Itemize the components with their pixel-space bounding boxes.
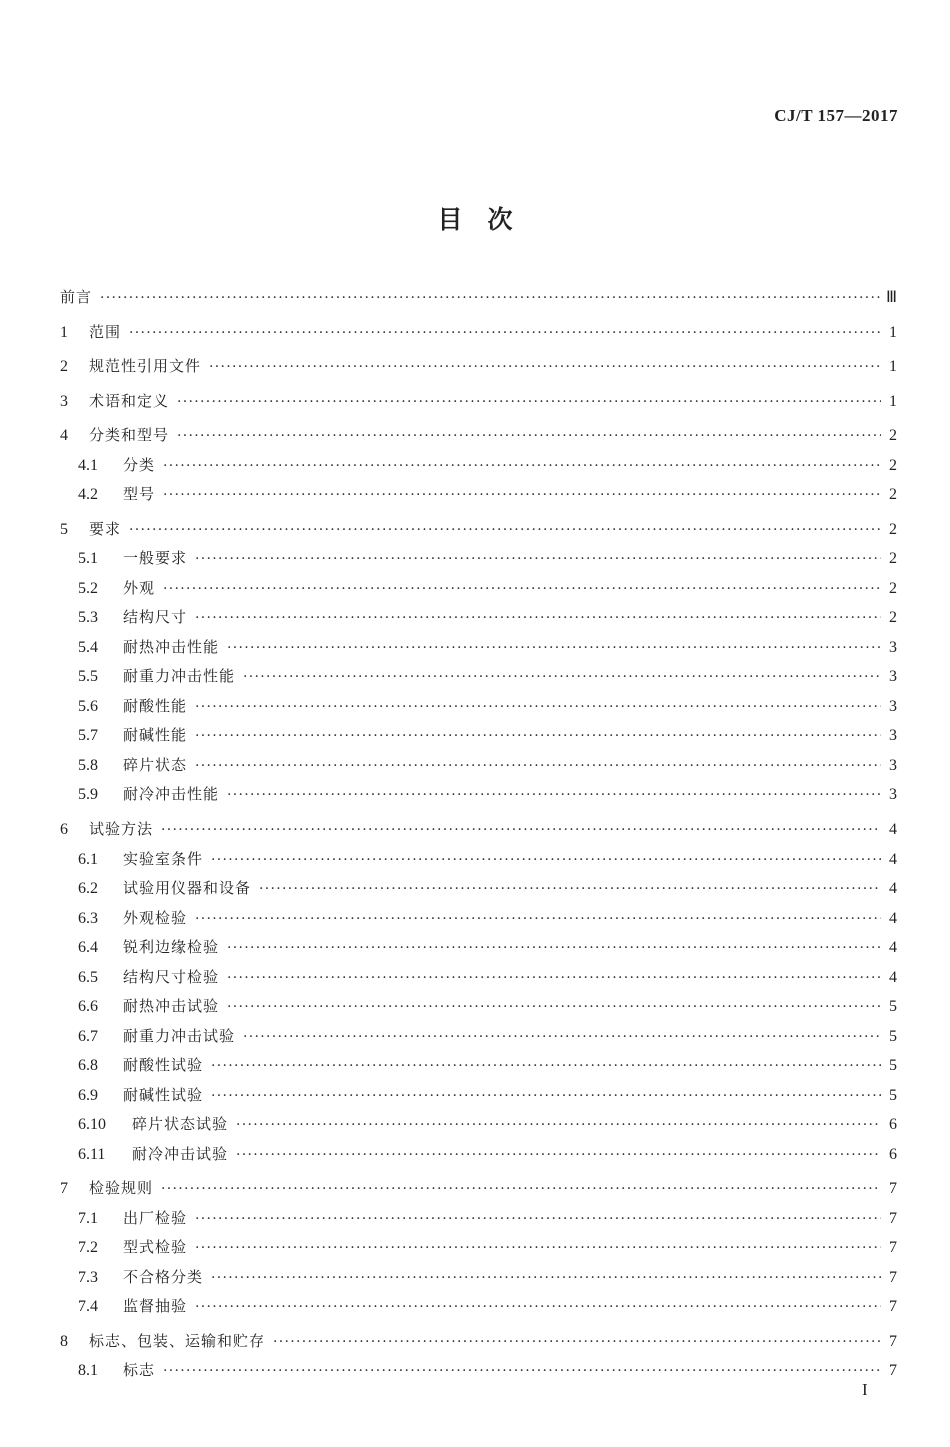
toc-entry-number: 6.1 [78, 850, 98, 868]
toc-entry-number: 6 [60, 821, 68, 839]
toc-leader-dots [243, 667, 881, 687]
toc-entry-number: 5.6 [78, 697, 98, 715]
toc-entry-label: 要求 [89, 519, 122, 538]
toc-entry-label: 外观 [123, 578, 156, 597]
toc-entry-label: 实验室条件 [123, 849, 204, 868]
toc-entry-label: 范围 [89, 322, 122, 341]
toc-entry[interactable] [60, 425, 897, 446]
toc-entry[interactable] [60, 548, 897, 569]
toc-leader-dots [236, 1145, 881, 1165]
toc-entry-number: 5.8 [78, 756, 98, 774]
toc-leader-dots [209, 357, 881, 377]
toc-leader-dots [100, 288, 880, 308]
toc-leader-dots [236, 1115, 881, 1135]
toc-entry-label: 耐酸性试验 [123, 1056, 204, 1075]
toc-entry-page: 5 [889, 1086, 897, 1104]
toc-entry-label: 监督抽验 [123, 1297, 188, 1316]
toc-entry-page: 3 [889, 668, 897, 686]
toc-entry[interactable] [60, 356, 897, 377]
toc-entry-page: 2 [889, 609, 897, 627]
toc-entry[interactable] [60, 696, 897, 717]
toc-entry[interactable] [60, 996, 897, 1017]
toc-entry-number: 5.7 [78, 727, 98, 745]
toc-entry-number: 6.5 [78, 968, 98, 986]
toc-leader-dots [177, 426, 881, 446]
toc-entry-number: 6.9 [78, 1086, 98, 1104]
toc-entry-number: 2 [60, 358, 68, 376]
toc-entry-number: 6.8 [78, 1057, 98, 1075]
toc-entry-label: 标志、包装、运输和贮存 [89, 1331, 266, 1350]
toc-leader-dots [195, 756, 881, 776]
toc-leader-dots [227, 938, 881, 958]
toc-entry-page: 6 [889, 1116, 897, 1134]
toc-entry-number: 5.4 [78, 638, 98, 656]
toc-entry[interactable] [60, 1144, 897, 1165]
toc-entry-number: 7 [60, 1180, 68, 1198]
toc-leader-dots [195, 549, 881, 569]
toc-leader-dots [195, 1238, 881, 1258]
toc-entry[interactable] [60, 849, 897, 870]
toc-entry-label: 分类 [123, 455, 156, 474]
page-number: I [862, 1380, 868, 1399]
toc-entry-page: 2 [889, 427, 897, 445]
toc-entry-number: 7.4 [78, 1298, 98, 1316]
toc-entry-number: 5.5 [78, 668, 98, 686]
toc-entry-number: 8 [60, 1332, 68, 1350]
table-of-contents [60, 287, 897, 1381]
toc-entry-page: 4 [889, 939, 897, 957]
toc-entry-number: 5.3 [78, 609, 98, 627]
toc-entry-page: 7 [889, 1362, 897, 1380]
toc-entry[interactable] [60, 755, 897, 776]
toc-leader-dots [195, 697, 881, 717]
toc-entry-page: 5 [889, 1027, 897, 1045]
toc-entry-label: 分类和型号 [89, 426, 170, 445]
toc-entry-label: 耐酸性能 [123, 696, 188, 715]
toc-entry[interactable] [60, 1055, 897, 1076]
toc-entry-number: 5.2 [78, 579, 98, 597]
toc-entry-page: 2 [889, 550, 897, 568]
toc-entry-page: 3 [889, 697, 897, 715]
toc-entry-label: 耐热冲击试验 [123, 997, 220, 1016]
toc-entry-number: 6.6 [78, 998, 98, 1016]
toc-entry[interactable] [60, 819, 897, 840]
toc-entry-page: 4 [889, 909, 897, 927]
toc-entry[interactable] [60, 519, 897, 540]
standard-code: CJ/T 157—2017 [774, 106, 898, 125]
toc-entry-page: 3 [889, 786, 897, 804]
toc-entry-label: 耐重力冲击性能 [123, 667, 236, 686]
toc-entry-page: 3 [889, 727, 897, 745]
toc-entry-number: 5.9 [78, 786, 98, 804]
toc-entry-label: 检验规则 [89, 1179, 154, 1198]
toc-entry[interactable] [60, 1026, 897, 1047]
toc-entry[interactable] [60, 1178, 897, 1199]
toc-entry-number: 6.11 [78, 1145, 106, 1163]
toc-leader-dots [195, 726, 881, 746]
toc-entry-page: Ⅲ [885, 289, 897, 306]
toc-entry-label: 前言 [60, 288, 93, 306]
toc-entry-label: 结构尺寸 [123, 608, 188, 627]
toc-entry-label: 碎片状态试验 [132, 1115, 229, 1134]
toc-entry-number: 5.1 [78, 550, 98, 568]
toc-entry[interactable] [60, 908, 897, 929]
toc-entry-page: 4 [889, 968, 897, 986]
toc-entry[interactable] [60, 287, 897, 308]
toc-entry-page: 3 [889, 756, 897, 774]
toc-entry-label: 出厂检验 [123, 1208, 188, 1227]
toc-entry-page: 7 [889, 1332, 897, 1350]
toc-leader-dots [211, 850, 881, 870]
toc-entry-label: 结构尺寸检验 [123, 967, 220, 986]
toc-entry-number: 4.1 [78, 456, 98, 474]
toc-entry-number: 4.2 [78, 486, 98, 504]
toc-entry[interactable] [60, 1237, 897, 1258]
toc-entry-label: 碎片状态 [123, 755, 188, 774]
toc-entry-number: 6.4 [78, 939, 98, 957]
toc-entry[interactable] [60, 637, 897, 658]
toc-leader-dots [273, 1332, 881, 1352]
toc-entry-label: 试验方法 [89, 820, 154, 839]
toc-entry-number: 7.1 [78, 1209, 98, 1227]
toc-entry-label: 型式检验 [123, 1238, 188, 1257]
toc-entry[interactable] [60, 666, 897, 687]
toc-entry[interactable] [60, 878, 897, 899]
toc-leader-dots [195, 608, 881, 628]
toc-entry-number: 1 [60, 323, 68, 341]
toc-entry[interactable] [60, 1085, 897, 1106]
toc-entry-label: 耐碱性能 [123, 726, 188, 745]
toc-entry-number: 6.3 [78, 909, 98, 927]
toc-entry-page: 7 [889, 1209, 897, 1227]
toc-leader-dots [259, 879, 881, 899]
toc-entry[interactable] [60, 1114, 897, 1135]
toc-entry-page: 5 [889, 1057, 897, 1075]
toc-entry[interactable] [60, 725, 897, 746]
toc-entry-label: 术语和定义 [89, 391, 170, 410]
toc-entry-page: 2 [889, 486, 897, 504]
toc-entry-number: 5 [60, 520, 68, 538]
toc-entry-label: 一般要求 [123, 549, 188, 568]
toc-entry[interactable] [60, 1296, 897, 1317]
toc-entry-number: 8.1 [78, 1362, 98, 1380]
toc-leader-dots [163, 1361, 881, 1381]
toc-leader-dots [161, 1179, 881, 1199]
toc-entry-number: 4 [60, 427, 68, 445]
toc-entry-page: 7 [889, 1180, 897, 1198]
toc-leader-dots [227, 968, 881, 988]
toc-entry-page: 5 [889, 998, 897, 1016]
toc-entry-label: 标志 [123, 1361, 156, 1380]
toc-leader-dots [227, 785, 881, 805]
toc-entry-page: 2 [889, 456, 897, 474]
toc-entry[interactable] [60, 607, 897, 628]
toc-leader-dots [129, 323, 881, 343]
toc-entry[interactable] [60, 455, 897, 476]
toc-entry-number: 6.10 [78, 1116, 106, 1134]
toc-entry-page: 4 [889, 821, 897, 839]
toc-entry-page: 1 [889, 323, 897, 341]
toc-leader-dots [163, 579, 881, 599]
toc-leader-dots [163, 456, 881, 476]
toc-entry-page: 6 [889, 1145, 897, 1163]
toc-leader-dots [211, 1268, 881, 1288]
toc-entry[interactable] [60, 937, 897, 958]
page-title: 目 次 [437, 205, 513, 234]
toc-leader-dots [211, 1086, 881, 1106]
toc-entry-label: 耐碱性试验 [123, 1085, 204, 1104]
toc-entry-page: 2 [889, 579, 897, 597]
toc-entry-page: 3 [889, 638, 897, 656]
toc-entry-label: 耐冷冲击试验 [132, 1144, 229, 1163]
toc-entry-label: 试验用仪器和设备 [123, 879, 252, 898]
toc-entry-page: 7 [889, 1298, 897, 1316]
toc-leader-dots [227, 638, 881, 658]
toc-leader-dots [129, 520, 881, 540]
toc-leader-dots [163, 485, 881, 505]
toc-entry-number: 3 [60, 392, 68, 410]
toc-entry-page: 2 [889, 520, 897, 538]
toc-leader-dots [243, 1027, 881, 1047]
toc-entry-label: 锐利边缘检验 [123, 938, 220, 957]
toc-leader-dots [195, 909, 881, 929]
toc-entry-page: 7 [889, 1268, 897, 1286]
toc-entry-label: 耐冷冲击性能 [123, 785, 220, 804]
toc-entry-number: 6.2 [78, 880, 98, 898]
toc-entry-label: 型号 [123, 485, 156, 504]
toc-entry-page: 4 [889, 880, 897, 898]
toc-entry[interactable] [60, 1331, 897, 1352]
toc-leader-dots [177, 392, 881, 412]
toc-entry-number: 7.2 [78, 1239, 98, 1257]
toc-entry[interactable] [60, 1267, 897, 1288]
toc-entry-label: 外观检验 [123, 908, 188, 927]
toc-entry[interactable] [60, 1208, 897, 1229]
toc-entry-page: 7 [889, 1239, 897, 1257]
toc-entry-number: 7.3 [78, 1268, 98, 1286]
toc-leader-dots [161, 820, 881, 840]
toc-entry[interactable] [60, 967, 897, 988]
toc-leader-dots [227, 997, 881, 1017]
toc-leader-dots [211, 1056, 881, 1076]
toc-entry[interactable] [60, 784, 897, 805]
toc-entry-page: 1 [889, 392, 897, 410]
toc-entry[interactable] [60, 1360, 897, 1381]
toc-entry-page: 1 [889, 358, 897, 376]
toc-entry[interactable] [60, 391, 897, 412]
toc-entry[interactable] [60, 578, 897, 599]
toc-entry[interactable] [60, 484, 897, 505]
toc-entry-page: 4 [889, 850, 897, 868]
toc-entry-number: 6.7 [78, 1027, 98, 1045]
toc-entry[interactable] [60, 322, 897, 343]
toc-entry-label: 耐重力冲击试验 [123, 1026, 236, 1045]
toc-entry-label: 规范性引用文件 [89, 357, 202, 376]
toc-entry-label: 不合格分类 [123, 1267, 204, 1286]
toc-entry-label: 耐热冲击性能 [123, 637, 220, 656]
toc-leader-dots [195, 1297, 881, 1317]
toc-leader-dots [195, 1209, 881, 1229]
